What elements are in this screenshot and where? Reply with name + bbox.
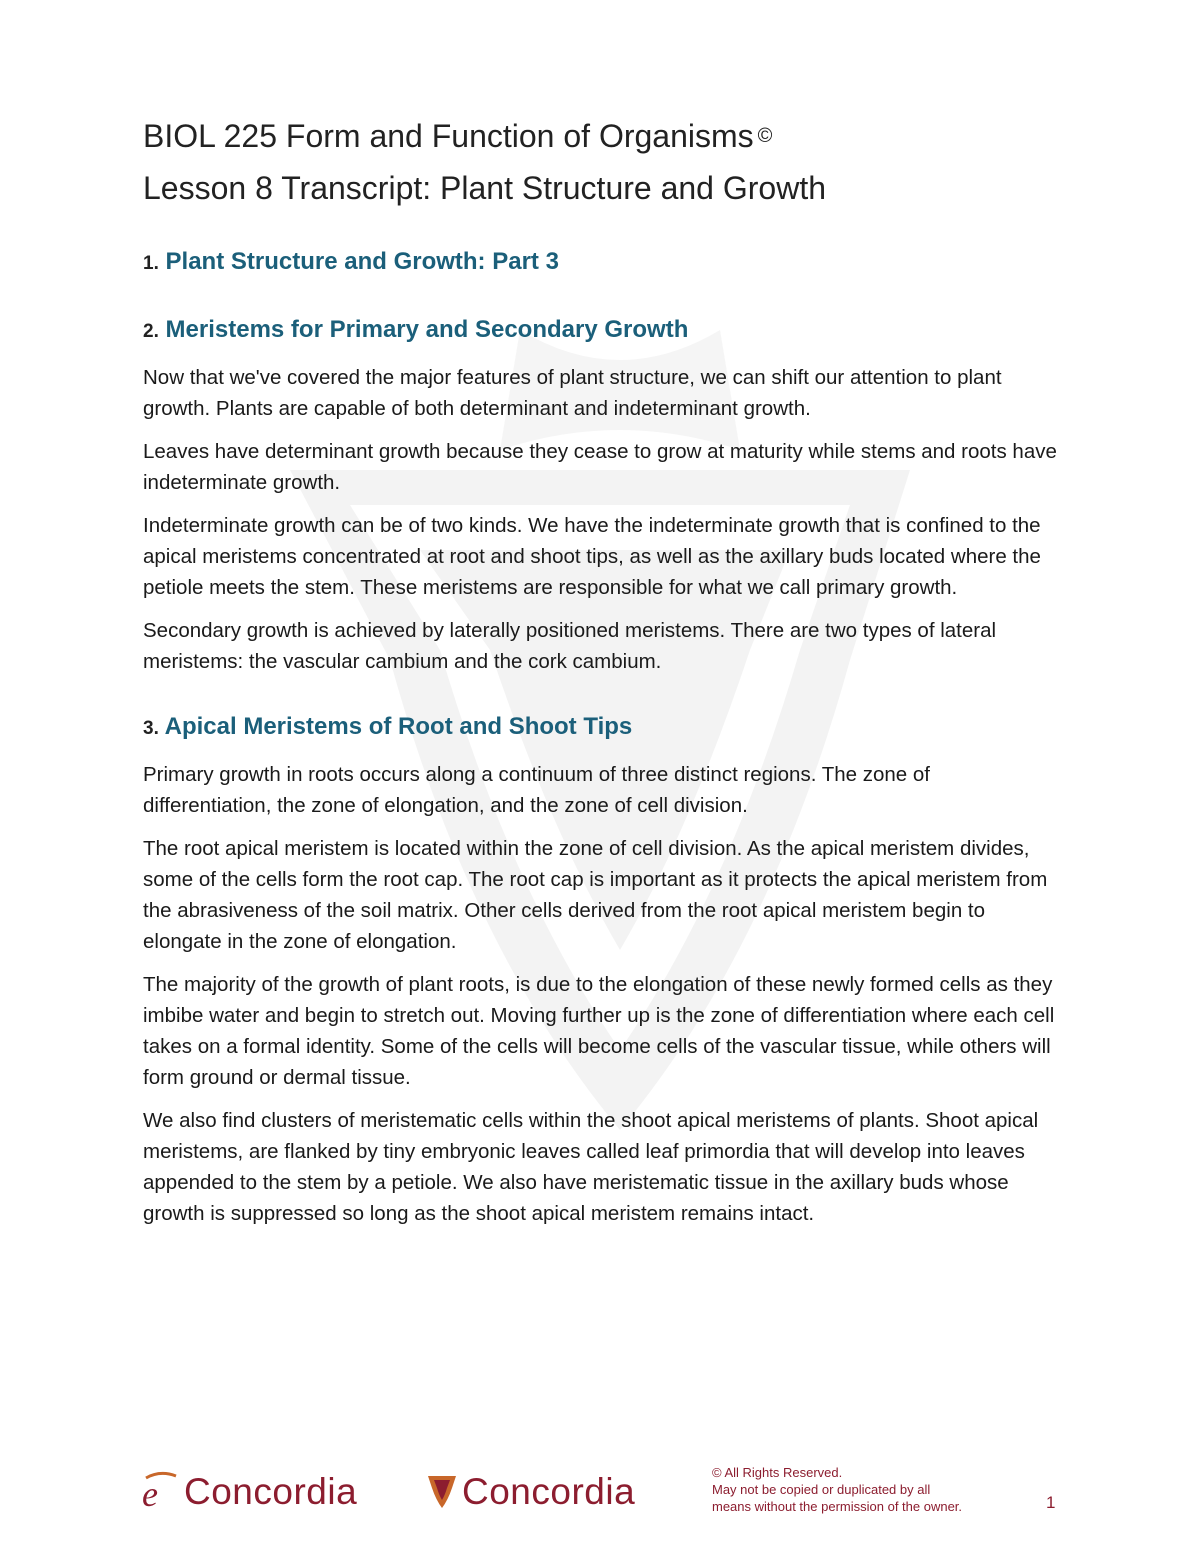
paragraph: Indeterminate growth can be of two kinds. We have the indeterminate growth that is confined to the apical meristems concentrated at root and shoot tips, as well as the axillary buds located where the petiole meets the stem. These meristems are responsible for what we call primary growth.	[143, 514, 1041, 599]
page-footer	[0, 1450, 1200, 1540]
section-number: 1.	[143, 253, 159, 274]
svg-text:e: e	[142, 1474, 159, 1510]
paragraph: Secondary growth is achieved by laterally positioned meristems. There are two types of lateral meristems: the vascular cambium and the cork cambium.	[143, 619, 997, 673]
title-line-1: BIOL 225 Form and Function of Organisms	[143, 118, 754, 154]
section-heading	[143, 314, 1058, 348]
econcordia-logo	[140, 1470, 357, 1513]
legal-line: © All Rights Reserved.	[712, 1465, 843, 1480]
page-number: 1	[1046, 1493, 1056, 1512]
section-heading	[143, 246, 1058, 280]
paragraph: The majority of the growth of plant roots, is due to the elongation of these newly formed cells as they imbibe water and begin to stretch out. Moving further up is the zone of differentiation where each cell takes on a formal identity. Some of the cells will become cells of the vascular tissue, while others will form ground or dermal tissue.	[143, 973, 1055, 1089]
section-title: Meristems for Primary and Secondary Growth	[165, 316, 689, 343]
e-swoosh-icon	[140, 1470, 180, 1510]
section-heading	[143, 711, 1058, 745]
document-subtitle: Lesson 8 Transcript: Plant Structure and Growth	[143, 170, 826, 206]
copyright-mark: ©	[757, 125, 773, 147]
section-title: Plant Structure and Growth: Part 3	[165, 248, 559, 275]
logo-text: Concordia	[462, 1471, 636, 1512]
section-2	[143, 314, 1058, 677]
section-3	[143, 711, 1058, 1229]
legal-line: May not be copied or duplicated by all	[712, 1482, 931, 1497]
legal-line: means without the permission of the owner.	[712, 1499, 963, 1514]
section-number: 2.	[143, 321, 159, 342]
paragraph: Primary growth in roots occurs along a continuum of three distinct regions. The zone of differentiation, the zone of elongation, and the zone of cell division.	[143, 763, 930, 817]
copyright-notice	[712, 1464, 962, 1515]
paragraph: Now that we've covered the major features of plant structure, we can shift our attention to plant growth. Plants are capable of both determinant and indeterminant growth.	[143, 366, 1002, 420]
concordia-logo	[426, 1470, 635, 1513]
shield-icon	[426, 1470, 458, 1510]
paragraph: We also find clusters of meristematic cells within the shoot apical meristems of plants. Shoot apical meristems, are flanked by tiny embryonic leaves called leaf primordia that will develop into leaves appended to the stem by a petiole. We also have meristematic tissue in the axillary buds whose growth is suppressed so long as the shoot apical meristem remains intact.	[143, 1109, 1039, 1225]
document-body	[143, 112, 1058, 1241]
paragraph: The root apical meristem is located within the zone of cell division. As the apical meristem divides, some of the cells form the root cap. The root cap is important as it protects the apical meristem from the abrasiveness of the soil matrix. Other cells derived from the root apical meristem begin to elongate in the zone of elongation.	[143, 837, 1048, 953]
section-1	[143, 246, 1058, 280]
section-number: 3.	[143, 718, 159, 739]
logo-text: Concordia	[184, 1471, 358, 1512]
section-title: Apical Meristems of Root and Shoot Tips	[164, 713, 633, 740]
paragraph: Leaves have determinant growth because they cease to grow at maturity while stems and roots have indeterminate growth.	[143, 440, 1057, 494]
document-title	[143, 112, 1058, 160]
